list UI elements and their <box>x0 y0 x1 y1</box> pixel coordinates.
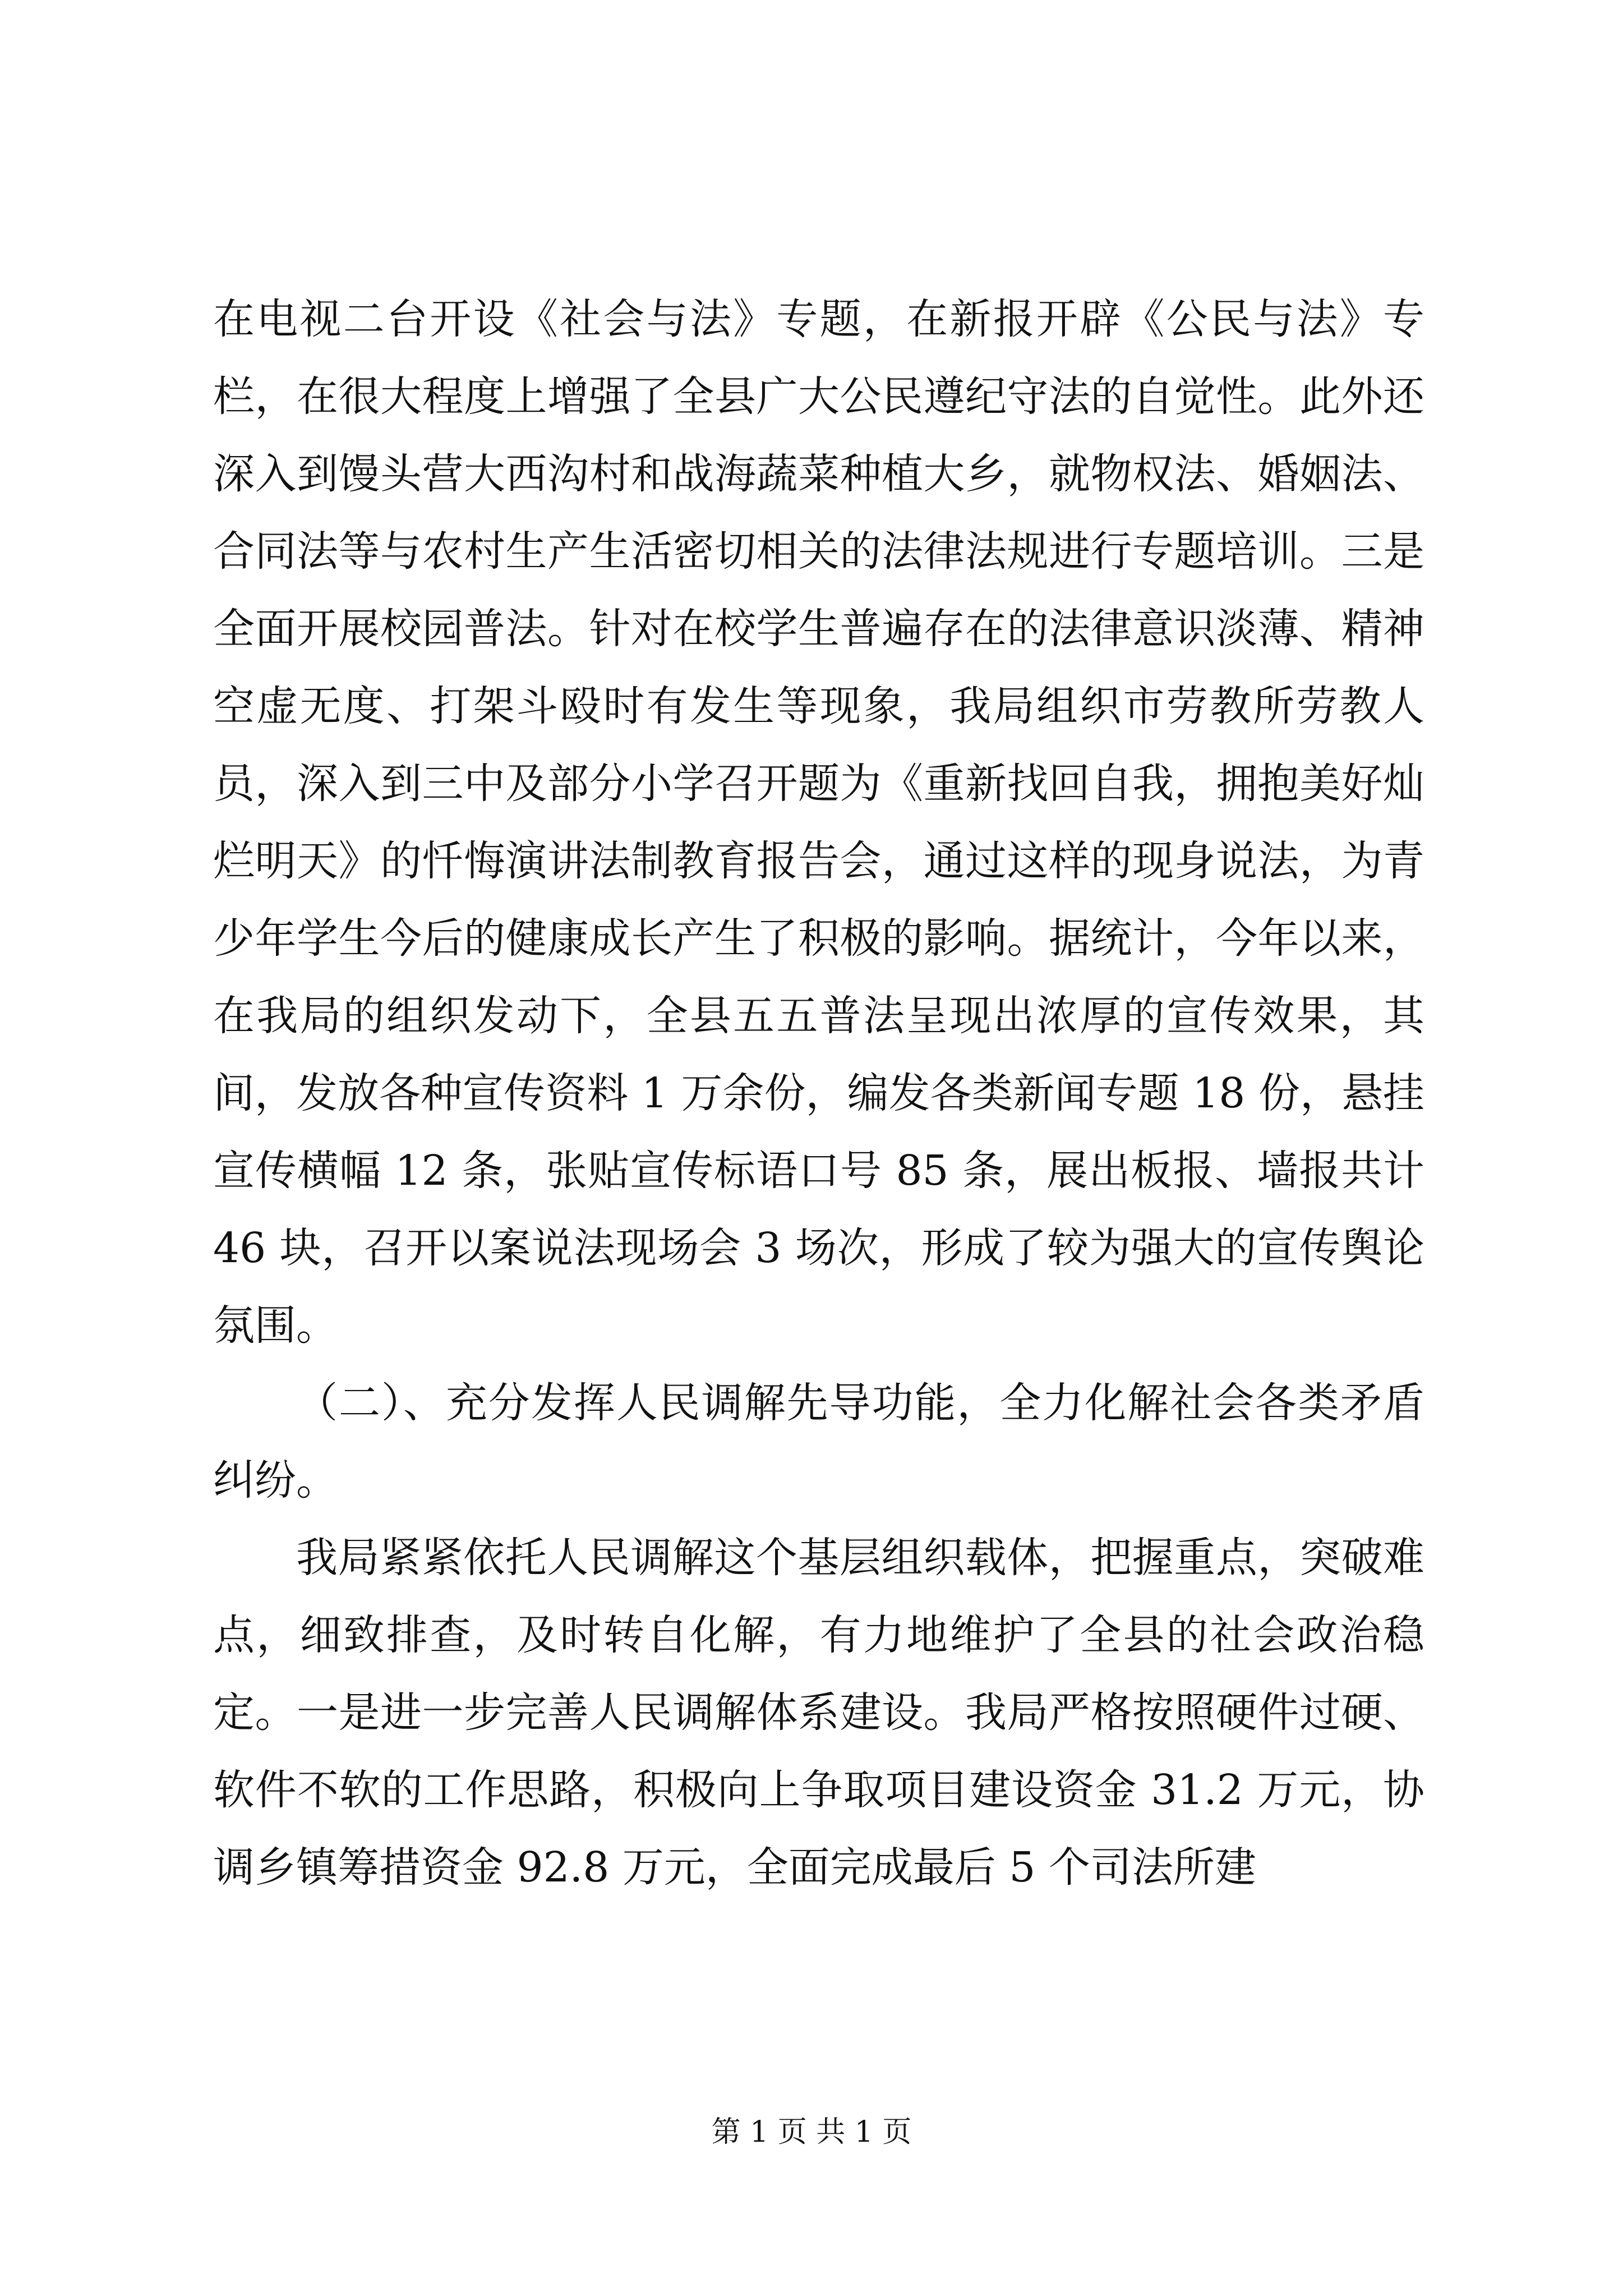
document-body <box>213 280 1424 1906</box>
paragraph-1: 在电视二台开设《社会与法》专题，在新报开辟《公民与法》专栏，在很大程度上增强了全县广大公民遵纪守法的自觉性。此外还深入到馒头营大西沟村和战海蔬菜种植大乡，就物权法、婚姻法、合同法等与农村生产生活密切相关的法律法规进行专题培训。三是全面开展校园普法。针对在校学生普遍存在的法律意识淡薄、精神空虚无度、打架斗殴时有发生等现象，我局组织市劳教所劳教人员，深入到三中及部分小学召开题为《重新找回自我，拥抱美好灿烂明天》的忏悔演讲法制教育报告会，通过这样的现身说法，为青少年学生今后的健康成长产生了积极的影响。据统计，今年以来，在我局的组织发动下，全县五五普法呈现出浓厚的宣传效果，其间，发放各种宣传资料 1 万余份，编发各类新闻专题 18 份，悬挂宣传横幅 12 条，张贴宣传标语口号 85 条，展出板报、墙报共计 46 块，召开以案说法现场会 3 场次，形成了较为强大的宣传舆论氛围。 <box>213 295 1424 1350</box>
page-footer: 第 1 页 共 1 页 <box>711 2115 912 2149</box>
paragraph-2-heading: （二）、充分发挥人民调解先导功能，全力化解社会各类矛盾纠纷。 <box>213 1379 1424 1504</box>
paragraph-3: 我局紧紧依托人民调解这个基层组织载体，把握重点，突破难点，细致排查，及时转自化解，有力地维护了全县的社会政治稳定。一是进一步完善人民调解体系建设。我局严格按照硬件过硬、软件不软的工作思路，积极向上争取项目建设资金 31.2 万元，协调乡镇筹措资金 92.8 万元，全面完成最后 5 个司法所建 <box>213 1534 1424 1892</box>
